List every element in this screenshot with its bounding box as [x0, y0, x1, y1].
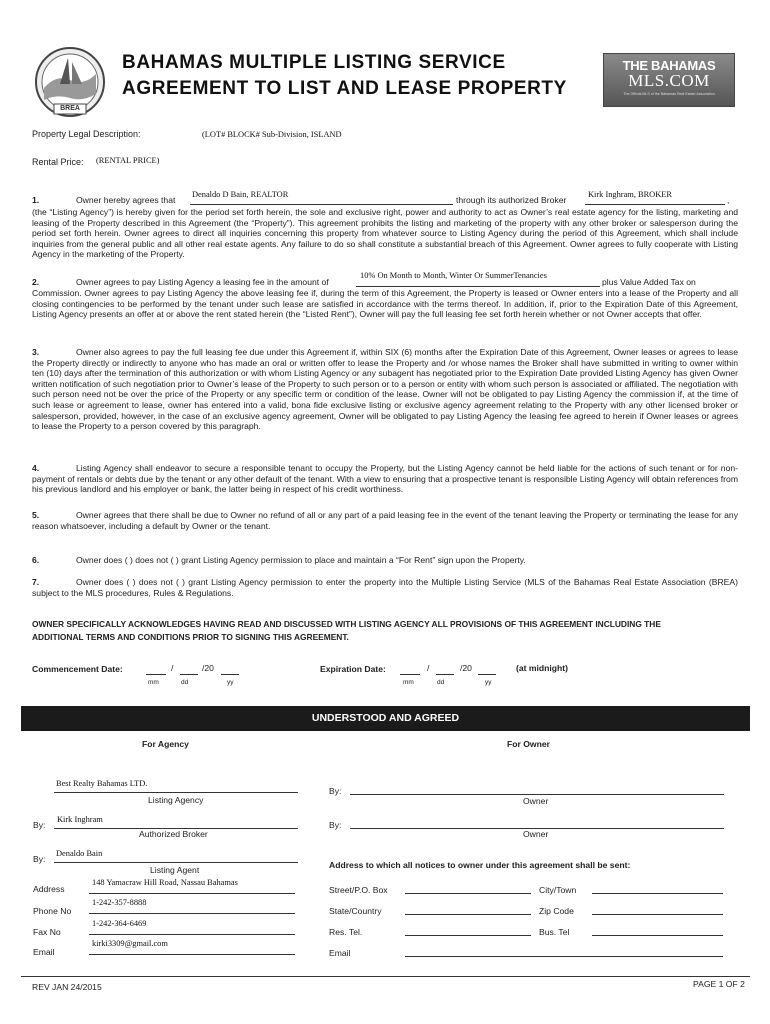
owner-state-line[interactable] — [405, 914, 531, 915]
clause-2-body: Commission. Owner agrees to pay Listing Agency the above leasing fee if, during the term of this Agreement, the Property is leased or Owner enters into a lease of the Property and all closing contingencies to be performed by the tenant under such lease are satisfied in accordance with the terms thereof. In addition, if, prior to the Expiration Date of this Agreement, Listing Agency presents an offer at or above the rent stated herein (the “Listed Rent”), Owner will pay the full leasing fee set forth herein whether or not Owner accepts that offer. — [32, 288, 738, 320]
clause-2-fee-fill[interactable]: 10% On Month to Month, Winter Or SummerTenancies — [360, 271, 547, 280]
owner-res-tel-label: Res. Tel. — [329, 927, 363, 937]
owner-bus-tel-label: Bus. Tel — [539, 927, 570, 937]
footer-rule — [21, 976, 750, 977]
clause-1-mid: through its authorized Broker — [456, 195, 567, 205]
clause-1-num: 1. — [32, 195, 40, 205]
agent-fax-label: Fax No — [33, 927, 61, 937]
clause-1-body: (the “Listing Agency”) is hereby given for the period set forth herein, the sole and exclusive right, power and authority to act as Owner’s real estate agency for the listing, marketing and leasing of the Property described in this Agreement (the “Property”). This agreement prohibits the listing and marketing of the property with any other broker or salesperson during the period set forth herein. Owner agrees to direct all inquiries concerning this property from whatever source to Listing Agency during the period of this Agreement, which shall include inquiries from the general public and all other real estate agents. Any failure to do so shall constitute a substantial breach of this Agreement. Owner agrees to fully cooperate with Listing Agency in the marketing of the Property. — [32, 207, 738, 260]
understood-agreed-bar: UNDERSTOOD AND AGREED — [21, 706, 750, 731]
commencement-dd-line — [180, 674, 198, 675]
commencement-dd-caption: dd — [181, 679, 189, 686]
mls-logo-line1: THE BAHAMAS — [622, 58, 716, 73]
owner1-by-label: By: — [329, 786, 342, 796]
owner2-caption: Owner — [523, 829, 549, 839]
clause-4-body: Listing Agency shall endeavor to secure a responsible tenant to occupy the Property, but the Listing Agency cannot be held liable for the actions of such tenant or for non-payment of rentals or debts due by the tenant or any other default of the tenant. With a view to ensuring that a prospective tenant is responsible Listing Agency will obtain references from his previous landlord and his employer or bank, the latter being in respect of his credit worthiness. — [32, 463, 738, 495]
clause-1-agent-line — [190, 204, 453, 205]
agent-email-line — [89, 954, 295, 955]
owner-email-line[interactable] — [405, 956, 723, 957]
clause-2-fee-line — [356, 286, 600, 287]
mls-logo-tagline: The Official MLS of the Bahamas Real Estate Association — [623, 92, 715, 96]
at-midnight-note: (at midnight) — [516, 663, 569, 673]
clause-5-body: Owner agrees that there shall be due to Owner no refund of all or any part of a paid leasing fee in the event of the tenant leaving the Property or terminating the lease for any reason whatsoever, including a default by Owner or the tenant. — [32, 510, 738, 531]
clause-2-mid: plus Value Added Tax on — [602, 277, 696, 287]
owner-zip-line[interactable] — [592, 914, 723, 915]
agency-name-fill[interactable]: Best Realty Bahamas LTD. — [56, 779, 148, 788]
expiration-date-label: Expiration Date: — [320, 664, 386, 674]
acknowledgement-line-1: OWNER SPECIFICALLY ACKNOWLEDGES HAVING READ AND DISCUSSED WITH LISTING AGENCY ALL PROVISIONS OF THIS AGREEMENT INCLUDING THE — [32, 619, 661, 629]
agent-phone-label: Phone No — [33, 906, 72, 916]
listing-agent-caption: Listing Agent — [150, 865, 200, 875]
clause-3-body: Owner also agrees to pay the full leasing fee due under this Agreement if, within SIX (6) months after the Expiration Date of this Agreement, Owner leases or agrees to lease the Property directly or indirectly to anyone who has made an oral or written offer to lease the Property and /or whose names the Broker shall have submitted in writing to owner within ten (10) days after the termination of this authorization or with whom Listing Agency or any subagent has negotiated prior to the Expiration Date provided Listing Agency has given Owner written notification of such negotiation prior to Owner’s lease of the Property to such person or to a person or entity with whom such person is associated or affiliated. The negotiation with such person need not be over the price of the Property or any specific term or condition of the lease. Owner will not be obligated to pay Listing Agency the commission if, at the time of such lease or agreement to lease, owner has entered into a valid, bona fide exclusive listing or exclusive agency agreement relating to the Property with any other licensed broker or salesperson, provided, however, in the case of an exclusive agency agreement, Owner will be obligated to pay Listing Agency the leasing fee agreed to herein if Owner leases or agrees to lease the Property to a person covered by this paragraph. — [32, 347, 738, 432]
clause-4-num: 4. — [32, 463, 40, 473]
property-legal-label: Property Legal Description: — [32, 129, 141, 139]
owner-res-tel-line[interactable] — [405, 935, 531, 936]
owner-street-line[interactable] — [405, 893, 531, 894]
notices-heading: Address to which all notices to owner under this agreement shall be sent: — [329, 860, 631, 870]
commencement-yy-caption: yy — [227, 679, 234, 686]
expiration-mm-line — [400, 674, 420, 675]
agent-fax-value[interactable]: 1-242-364-6469 — [92, 919, 147, 928]
owner-zip-label: Zip Code — [539, 906, 574, 916]
expiration-dd-line — [436, 674, 454, 675]
mls-logo-line2: MLS.COM — [628, 71, 710, 90]
agent-address-label: Address — [33, 884, 65, 894]
owner-state-label: State/Country — [329, 906, 382, 916]
commencement-date-label: Commencement Date: — [32, 664, 123, 674]
owner2-by-label: By: — [329, 820, 342, 830]
owner1-line[interactable] — [350, 794, 724, 795]
agent-phone-value[interactable]: 1-242-357-8888 — [92, 898, 147, 907]
title-line-1: BAHAMAS MULTIPLE LISTING SERVICE — [122, 52, 506, 73]
document-title — [122, 50, 567, 102]
agent-name-fill[interactable]: Denaldo Bain — [56, 849, 103, 858]
expiration-yy-caption: yy — [485, 679, 492, 686]
owner-city-label: City/Town — [539, 885, 577, 895]
clause-6-body[interactable]: Owner does ( ) does not ( ) grant Listing Agency permission to place and maintain a “For Rent” sign upon the Property. — [76, 555, 526, 565]
agent-fax-line — [89, 934, 295, 935]
clause-6-num: 6. — [32, 555, 40, 565]
commencement-slash: / — [171, 663, 174, 673]
owner-city-line[interactable] — [592, 893, 723, 894]
for-owner-heading: For Owner — [507, 739, 550, 749]
agent-email-label: Email — [33, 947, 55, 957]
clause-7-body[interactable]: Owner does ( ) does not ( ) grant Listing Agency permission to enter the property into the Multiple Listing Service (MLS of the Bahamas Real Estate Association (BREA) subject to the MLS procedures, Rules & Regulations. — [32, 577, 738, 598]
clause-1-end: , — [727, 195, 730, 205]
commencement-yy-line — [221, 674, 239, 675]
agent-line — [54, 862, 298, 863]
clause-3-num: 3. — [32, 347, 40, 357]
property-legal-value[interactable]: (LOT# BLOCK# Sub-Division, ISLAND — [202, 130, 342, 139]
commencement-year-prefix: /20 — [202, 663, 214, 673]
brea-seal-text: BREA — [60, 105, 80, 112]
acknowledgement-line-2: ADDITIONAL TERMS AND CONDITIONS PRIOR TO SIGNING THIS AGREEMENT. — [32, 632, 349, 642]
revision-date: REV JAN 24/2015 — [32, 982, 102, 992]
agency-name-line — [54, 792, 298, 793]
broker-by-label: By: — [33, 820, 46, 830]
clause-7-num: 7. — [32, 577, 40, 587]
for-agency-heading: For Agency — [142, 739, 189, 749]
commencement-mm-line — [146, 674, 166, 675]
clause-2-pre: Owner agrees to pay Listing Agency a leasing fee in the amount of — [76, 277, 329, 287]
clause-5-num: 5. — [32, 510, 40, 520]
broker-name-fill[interactable]: Kirk Inghram — [57, 815, 103, 824]
clause-1-agent-fill[interactable]: Denaldo D Bain, REALTOR — [192, 190, 289, 199]
authorized-broker-caption: Authorized Broker — [139, 829, 208, 839]
clause-2-num: 2. — [32, 277, 40, 287]
agent-email-value[interactable]: kirki3309@gmail.com — [92, 939, 168, 948]
expiration-mm-caption: mm — [403, 679, 414, 686]
clause-1-broker-line — [585, 204, 725, 205]
agent-address-line — [89, 893, 295, 894]
title-line-2: AGREEMENT TO LIST AND LEASE PROPERTY — [122, 78, 567, 99]
agent-by-label: By: — [33, 854, 46, 864]
clause-1-pre: Owner hereby agrees that — [76, 195, 176, 205]
owner-bus-tel-line[interactable] — [592, 935, 723, 936]
expiration-dd-caption: dd — [437, 679, 445, 686]
rental-price-value[interactable]: (RENTAL PRICE) — [96, 156, 160, 165]
owner1-caption: Owner — [523, 796, 549, 806]
bahamas-mls-logo — [603, 53, 735, 107]
owner-email-label: Email — [329, 948, 351, 958]
expiration-slash: / — [427, 663, 430, 673]
expiration-year-prefix: /20 — [460, 663, 472, 673]
agent-address-value[interactable]: 148 Yamacraw Hill Road, Nassau Bahamas — [92, 878, 238, 887]
commencement-mm-caption: mm — [148, 679, 159, 686]
listing-agency-caption: Listing Agency — [148, 795, 204, 805]
clause-1-broker-fill[interactable]: Kirk Inghram, BROKER — [588, 190, 672, 199]
rental-price-label: Rental Price: — [32, 157, 84, 167]
agent-phone-line — [89, 913, 295, 914]
brea-seal-logo — [32, 44, 108, 120]
expiration-yy-line — [478, 674, 496, 675]
owner-street-label: Street/P.O. Box — [329, 885, 388, 895]
page-number: PAGE 1 OF 2 — [693, 979, 745, 989]
